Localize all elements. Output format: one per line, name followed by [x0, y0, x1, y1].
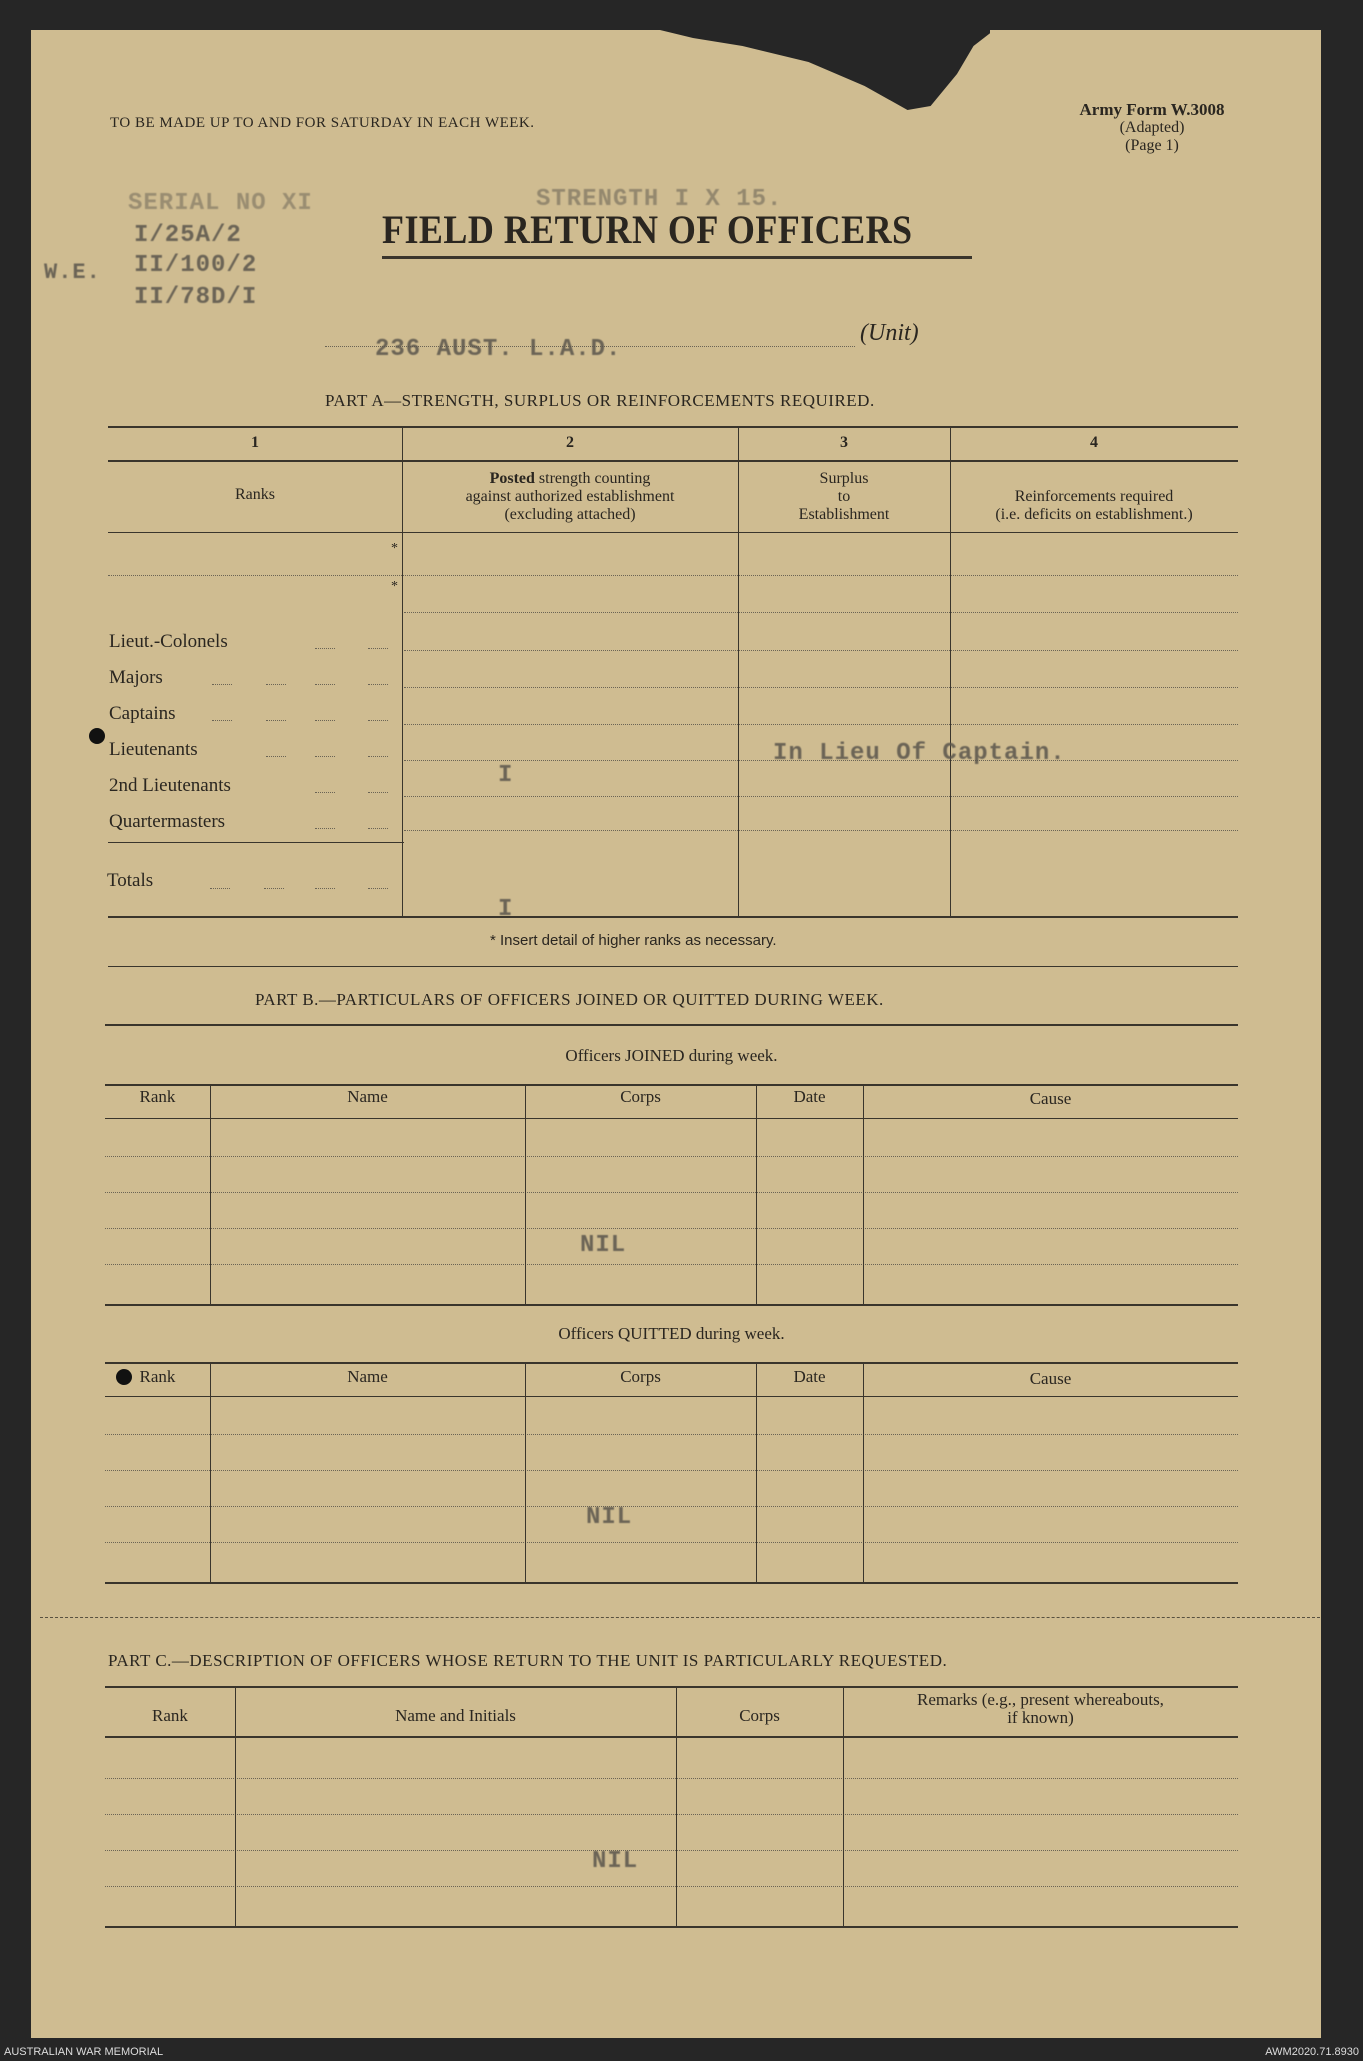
- reference-3: II/78D/I: [134, 284, 258, 311]
- quitted-col-rank: Rank: [139, 1367, 176, 1386]
- col2-bold: Posted: [489, 470, 535, 487]
- rank-2nd-lieutenants: 2nd Lieutenants: [109, 775, 231, 796]
- part-c-remarks-line2: if known): [1007, 1708, 1074, 1727]
- col-number-4: 4: [1090, 434, 1098, 451]
- rank-majors: Majors: [109, 667, 163, 688]
- reference-1: I/25A/2: [134, 222, 242, 249]
- title-underline: [382, 256, 972, 259]
- joined-col-rank: Rank: [139, 1087, 176, 1106]
- joined-col-cause: Cause: [1029, 1089, 1072, 1108]
- rank-captains: Captains: [109, 703, 176, 724]
- col2-line2: against authorized establishment: [465, 488, 675, 505]
- rank-quartermasters: Quartermasters: [109, 811, 226, 832]
- fold-line: [40, 1617, 1320, 1618]
- lieutenants-remark: In Lieu Of Captain.: [773, 740, 1066, 767]
- col2-line3: (excluding attached): [504, 506, 636, 523]
- serial-stamp: SERIAL NO XI: [128, 190, 313, 217]
- form-page: (Page 1): [1125, 137, 1179, 154]
- totals-posted: I: [498, 896, 514, 923]
- part-c-heading: PART C.—DESCRIPTION OF OFFICERS WHOSE RETURN TO THE UNIT IS PARTICULARLY REQUESTED.: [108, 1651, 948, 1670]
- footer-left: AUSTRALIAN WAR MEMORIAL: [4, 2046, 164, 2058]
- rank-lieutenants: Lieutenants: [109, 739, 198, 760]
- col-number-1: 1: [251, 434, 259, 451]
- unit-label: (Unit): [860, 320, 919, 346]
- asterisk-2: *: [391, 579, 398, 594]
- col2-line1: strength counting: [534, 470, 651, 487]
- lieutenants-posted: I: [498, 762, 514, 789]
- part-c-col-rank: Rank: [152, 1706, 188, 1725]
- col3-line1: Surplus: [819, 470, 869, 487]
- part-b-heading: PART B.—PARTICULARS OF OFFICERS JOINED OR QUITTED DURING WEEK.: [255, 990, 884, 1009]
- totals-label: Totals: [107, 870, 154, 891]
- col4-line1: Reinforcements required: [1014, 488, 1174, 505]
- quitted-col-cause: Cause: [1029, 1369, 1072, 1388]
- unit-value: 236 AUST. L.A.D.: [375, 336, 622, 363]
- col3-line3: Establishment: [798, 506, 890, 523]
- joined-col-date: Date: [793, 1087, 826, 1106]
- punch-hole-2: [116, 1369, 132, 1385]
- we-label: W.E.: [44, 260, 101, 285]
- part-c-entry: NIL: [592, 1848, 639, 1875]
- footnote: * Insert detail of higher ranks as necessary.: [490, 932, 777, 949]
- form-number: Army Form W.3008: [1079, 100, 1225, 119]
- col-header-posted: [402, 470, 738, 487]
- part-a-heading: PART A—STRENGTH, SURPLUS OR REINFORCEMENTS REQUIRED.: [325, 391, 875, 410]
- form-title: FIELD RETURN OF OFFICERS: [382, 207, 913, 252]
- quitted-col-name: Name: [347, 1367, 388, 1386]
- joined-title: Officers JOINED during week.: [565, 1046, 778, 1065]
- joined-entry: NIL: [580, 1232, 627, 1259]
- strength-stamp: STRENGTH I X 15.: [536, 186, 783, 213]
- footer-right: AWM2020.71.8930: [1265, 2046, 1359, 2058]
- instruction-text: TO BE MADE UP TO AND FOR SATURDAY IN EACH WEEK.: [110, 115, 535, 131]
- col-number-2: 2: [566, 434, 574, 451]
- col4-line2: (i.e. deficits on establishment.): [995, 506, 1193, 523]
- col-number-3: 3: [840, 434, 848, 451]
- col3-line2: to: [837, 488, 851, 505]
- joined-col-name: Name: [347, 1087, 388, 1106]
- reference-2: II/100/2: [134, 252, 258, 279]
- punch-hole-1: [89, 728, 105, 744]
- form-adapted: (Adapted): [1119, 119, 1185, 136]
- part-c-col-corps: Corps: [739, 1706, 780, 1725]
- part-c-col-name: Name and Initials: [395, 1706, 516, 1725]
- asterisk-1: *: [391, 541, 398, 556]
- part-c-remarks-line1: Remarks (e.g., present whereabouts,: [917, 1690, 1164, 1709]
- joined-col-corps: Corps: [620, 1087, 661, 1106]
- col-header-ranks: Ranks: [235, 486, 275, 503]
- quitted-title: Officers QUITTED during week.: [558, 1324, 785, 1343]
- quitted-col-date: Date: [793, 1367, 826, 1386]
- rank-lieut-colonels: Lieut.-Colonels: [109, 631, 228, 652]
- quitted-col-corps: Corps: [620, 1367, 661, 1386]
- quitted-entry: NIL: [586, 1504, 633, 1531]
